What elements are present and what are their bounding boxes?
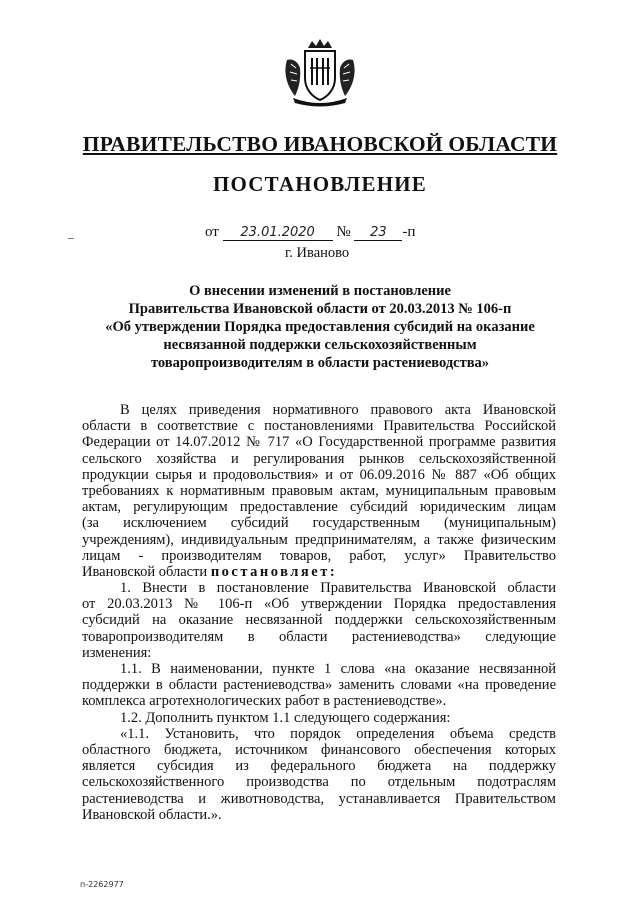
dateline	[205, 224, 415, 241]
document-date: 23.01.2020	[223, 225, 333, 241]
body-line: сельского хозяйства и регулирования рынков сельскохозяйственной	[82, 450, 556, 467]
document-body	[82, 402, 556, 823]
body-line: продукции сырья и продовольствия» и от 06.09.2016 № 887 «Об общих	[82, 466, 556, 483]
document-number: 23	[354, 225, 402, 241]
government-title: ПРАВИТЕЛЬСТВО ИВАНОВСКОЙ ОБЛАСТИ	[82, 132, 558, 156]
item-1-2-line: 1.2. Дополнить пунктом 1.1 следующего содержания:	[120, 709, 451, 726]
body-line: (за исключением субсидий государственным (муниципальным)	[82, 515, 556, 532]
document-kind: ПОСТАНОВЛЕНИЕ	[212, 172, 428, 196]
number-suffix: -п	[402, 224, 416, 240]
item-1-2-line: сельскохозяйственного производства по отдельным подотраслям	[82, 774, 556, 791]
enact-word: постановляет:	[210, 563, 338, 580]
subject-line: Правительства Ивановской области от 20.03.2013 № 106-п	[128, 301, 512, 317]
margin-mark	[68, 238, 74, 239]
body-line: В целях приведения нормативного правового акта Ивановской	[120, 402, 556, 418]
body-line: учреждениям), индивидуальным предпринимателям, а также физическим	[82, 531, 556, 548]
item-1-line: изменения:	[82, 644, 152, 661]
item-1-line: товаропроизводителям в области растениеводства» следующие	[82, 628, 556, 645]
subject-line: несвязанной поддержки сельскохозяйственным	[163, 337, 477, 353]
item-1-2-line: является субсидия из федерального бюджета на поддержку	[82, 758, 556, 775]
body-line: области в соответствие с постановлениями Правительства Российской	[82, 418, 556, 435]
body-line: Федерации от 14.07.2012 № 717 «О Государственной программе развития	[82, 434, 556, 451]
item-1-2-line: растениеводства и животноводства, устанавливается Правительством	[82, 790, 556, 807]
body-line: актам, регулирующим предоставление субсидий юридическим лицам	[82, 499, 556, 516]
enact-line	[82, 564, 556, 580]
item-1-2-line: «1.1. Установить, что порядок определения объема средств	[120, 725, 556, 742]
document-id: п-2262977	[80, 880, 124, 889]
item-1-2-line: Ивановской области.».	[82, 806, 222, 823]
subject-line: «Об утверждении Порядка предоставления субсидий на оказание	[105, 319, 535, 335]
item-1-line: субсидий на оказание несвязанной поддержки сельскохозяйственным	[82, 612, 556, 629]
coat-of-arms-icon	[281, 38, 359, 108]
city: г. Иваново	[285, 245, 350, 261]
body-line: лицам - производителям товаров, работ, услуг» Правительство	[82, 547, 556, 564]
document-subject	[90, 282, 550, 372]
subject-line: товаропроизводителям в области растениеводства»	[150, 355, 490, 371]
date-prefix: от	[205, 224, 219, 240]
item-1-1-line: комплекса агротехнологических работ в растениеводстве».	[82, 693, 447, 710]
item-1-line: 1. Внести в постановление Правительства Ивановской области	[120, 580, 556, 597]
item-1-1-line: поддержки в области растениеводства» заменить словами «на проведение	[82, 677, 556, 694]
enact-prefix: Ивановской области	[82, 563, 208, 580]
body-line: требованиях к нормативным правовым актам, муниципальным правовым	[82, 482, 556, 499]
subject-line: О внесении изменений в постановление	[189, 283, 451, 299]
item-1-2-line: областного бюджета, источником финансового обеспечения которых	[82, 741, 556, 758]
item-1-line: от 20.03.2013 № 106-п «Об утверждении Порядка предоставления	[82, 596, 556, 613]
number-sign: №	[336, 224, 351, 240]
item-1-1-line: 1.1. В наименовании, пункте 1 слова «на оказание несвязанной	[120, 661, 556, 677]
